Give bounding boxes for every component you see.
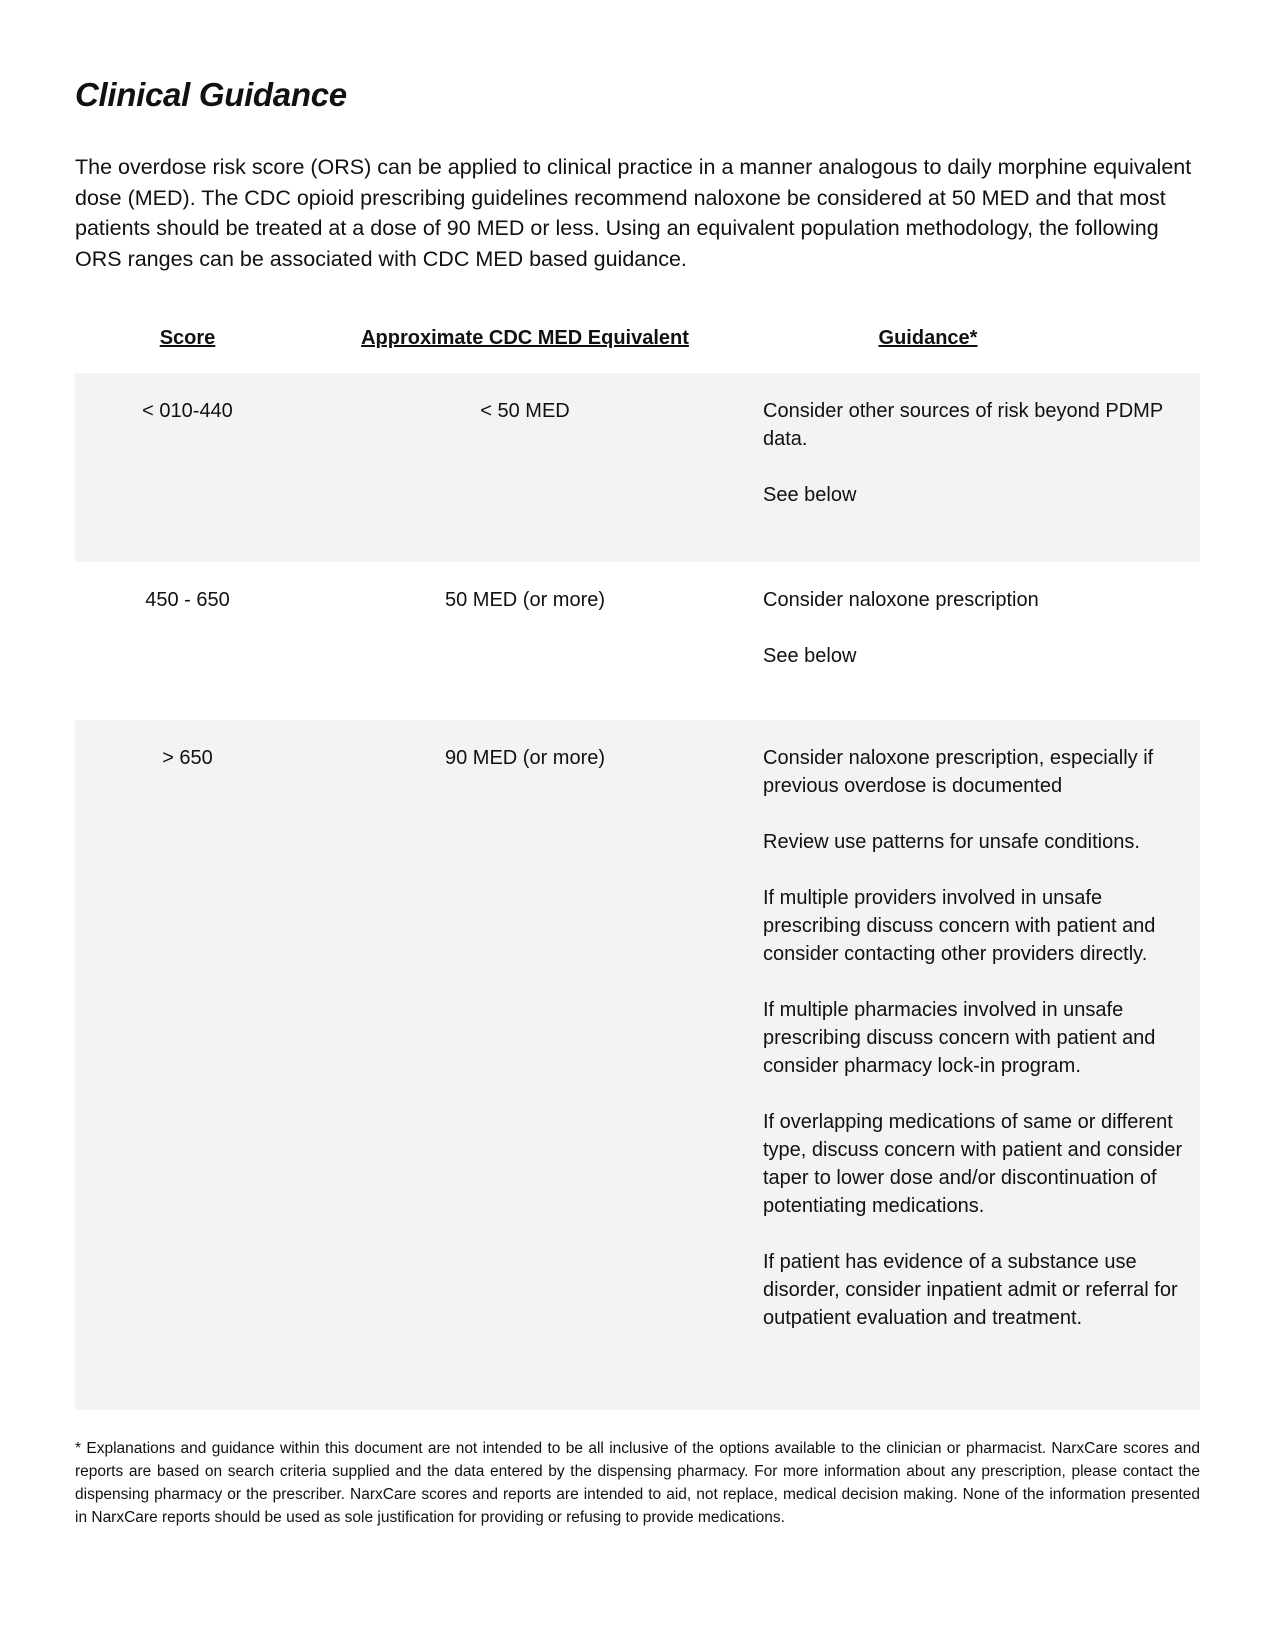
guidance-text: See below [763,484,857,506]
guidance-text: Review use patterns for unsafe conditions. [763,831,1140,853]
med-cell: < 50 MED [480,400,570,422]
header-score: Score [159,327,216,349]
guidance-text: See below [763,645,857,667]
guidance-text: If multiple pharmacies involved in unsafe prescribing discuss concern with patient and consider pharmacy lock-in program. [763,999,1156,1077]
header-med-equivalent: Approximate CDC MED Equivalent [361,327,689,349]
score-cell: < 010-440 [142,400,233,422]
table-row [75,720,1200,1410]
guidance-text: Consider naloxone prescription [763,589,1039,611]
guidance-cell [763,397,1188,509]
intro-paragraph: The overdose risk score (ORS) can be applied to clinical practice in a manner analogous to daily morphine equivalent dose (MED). The CDC opioid prescribing guidelines recommend naloxone be considered at 50 MED and that most patients should be treated at a dose of 90 MED or less. Using an equivalent population methodology, the following ORS ranges can be associated with CDC MED based guidance. [75,155,1192,271]
disclaimer-footnote: * Explanations and guidance within this document are not intended to be all inclusive of the options available to the clinician or pharmacist. NarxCare scores and reports are based on search criteria supplied and the data entered by the dispensing pharmacy. For more information about any prescription, please contact the dispensing pharmacy or the prescriber. NarxCare scores and reports are intended to aid, not replace, medical decision making. None of the information presented in NarxCare reports should be used as sole justification for providing or refusing to provide medications. [75,1440,1200,1526]
score-cell: > 650 [162,747,213,769]
score-cell: 450 - 650 [145,589,230,611]
table-row [75,562,1200,720]
med-cell: 50 MED (or more) [444,589,606,611]
guidance-text: Consider other sources of risk beyond PDMP data. [763,400,1163,450]
guidance-text: If overlapping medications of same or different type, discuss concern with patient and consider taper to lower dose and/or discontinuation of potentiating medications. [763,1111,1183,1217]
guidance-cell [763,586,1188,670]
guidance-text: If patient has evidence of a substance use disorder, consider inpatient admit or referral for outpatient evaluation and treatment. [763,1251,1178,1329]
med-cell: 90 MED (or more) [444,747,606,769]
guidance-text: Consider naloxone prescription, especially if previous overdose is documented [763,747,1154,797]
page-title: Clinical Guidance [75,76,347,113]
guidance-text: If multiple providers involved in unsafe prescribing discuss concern with patient and consider contacting other providers directly. [763,887,1156,965]
header-guidance: Guidance* [878,327,978,349]
guidance-cell [763,744,1188,1332]
table-row [75,373,1200,562]
